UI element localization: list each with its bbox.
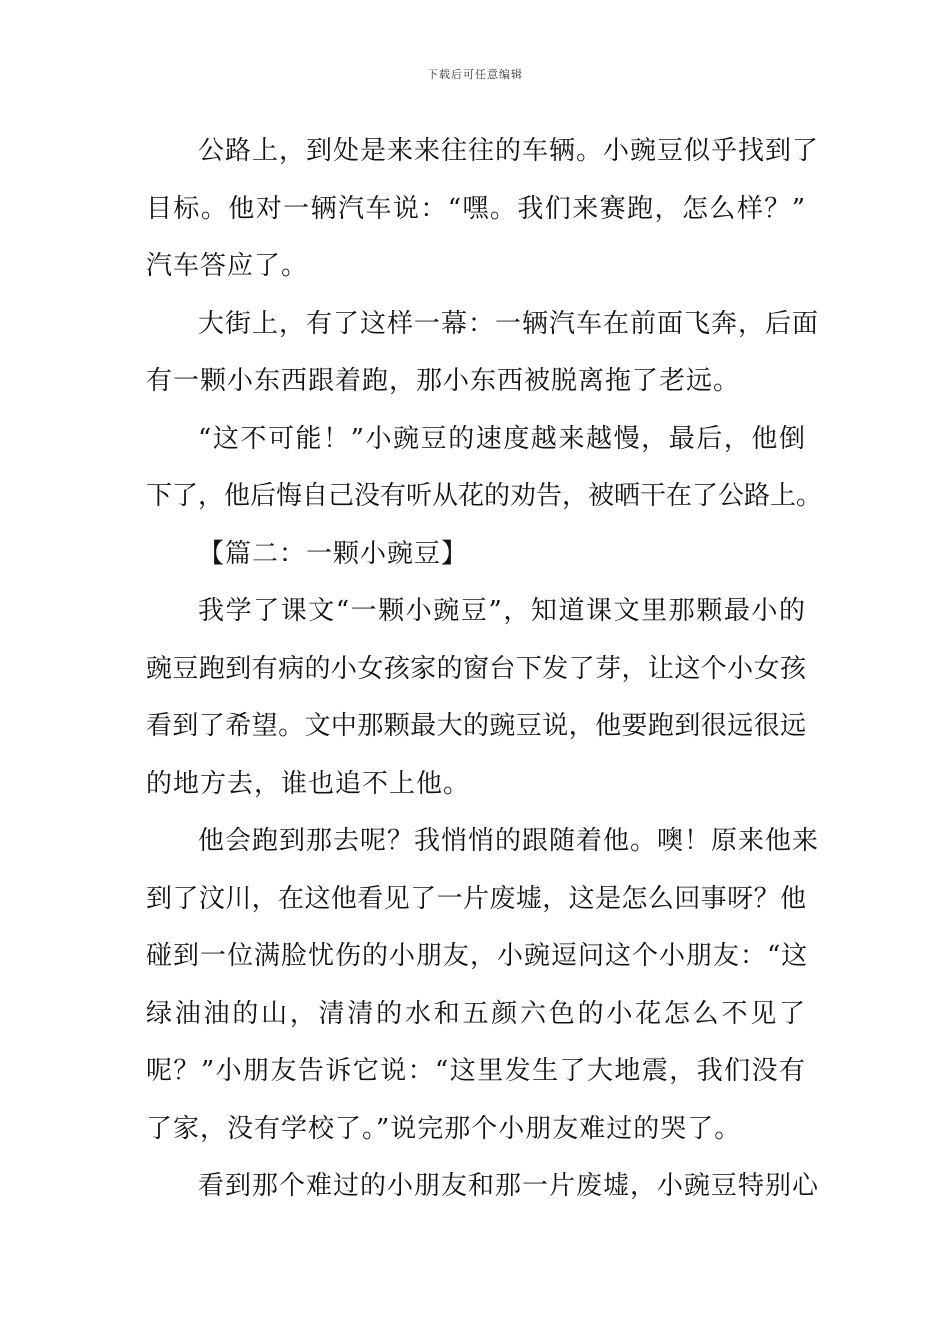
- text-line: 豌豆跑到有病的小女孩家的窗台下发了芽，让这个小女孩: [146, 653, 806, 684]
- text-line: 公路上，到处是来来往往的车辆。小豌豆似乎找到了: [198, 136, 820, 166]
- section-heading: 【篇二：一颗小豌豆】: [198, 538, 469, 569]
- text-line: 目标。他对一辆汽车说：“嘿。我们来赛跑，怎么样？”: [146, 193, 806, 224]
- document-body: [146, 128, 823, 1221]
- text-line: “这不可能！”小豌豆的速度越来越慢，最后，他倒: [198, 423, 806, 454]
- text-line: 大街上，有了这样一幕：一辆汽车在前面飞奔，后面: [198, 308, 820, 339]
- text-line: 碰到一位满脸忧伤的小朋友，小豌逗问这个小朋友：“这: [146, 941, 809, 971]
- text-line: 他会跑到那去呢？我悄悄的跟随着他。噢！原来他来: [198, 826, 820, 856]
- text-line: 看到了希望。文中那颗最大的豌豆说，他要跑到很远很远: [146, 711, 806, 741]
- text-line: 我学了课文“一颗小豌豆”，知道课文里那颗最小的: [198, 596, 806, 626]
- text-line: 呢？”小朋友告诉它说：“这里发生了大地震，我们没有: [146, 1056, 806, 1086]
- text-line: 到了汶川，在这他看见了一片废墟，这是怎么回事呀？他: [146, 883, 806, 914]
- text-line: 有一颗小东西跟着跑，那小东西被脱离拖了老远。: [146, 366, 741, 396]
- text-line: 下了，他后悔自己没有听从花的劝告，被晒干在了公路上。: [146, 481, 823, 511]
- text-line: 了家，没有学校了。”说完那个小朋友难过的哭了。: [146, 1113, 742, 1144]
- text-line: 绿油油的山，清清的水和五颜六色的小花怎么不见了: [146, 998, 806, 1029]
- page-header: 下载后可任意编辑: [427, 68, 523, 81]
- text-line: 的地方去，谁也追不上他。: [146, 768, 471, 799]
- text-line: 汽车答应了。: [146, 251, 309, 281]
- text-line: 看到那个难过的小朋友和那一片废墟，小豌豆特别心: [198, 1171, 820, 1201]
